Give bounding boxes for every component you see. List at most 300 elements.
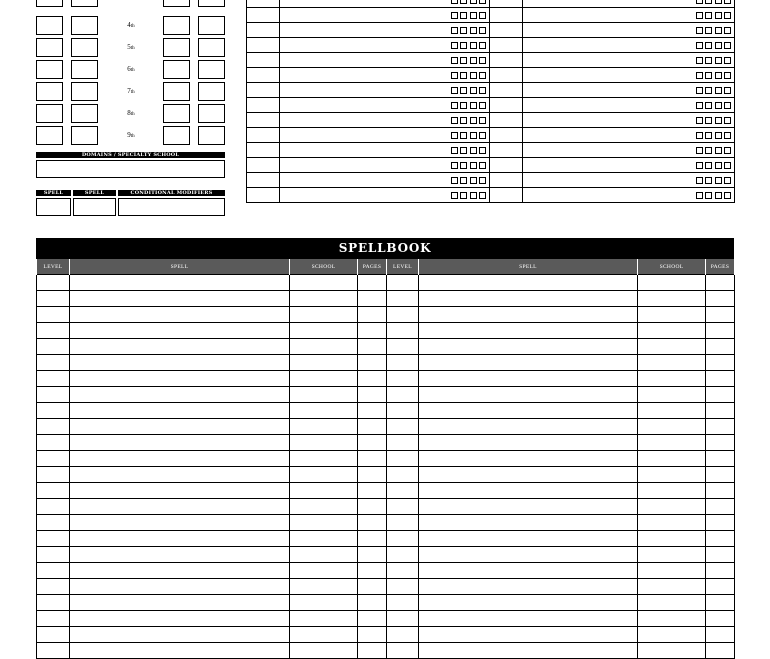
- prepared-level-cell[interactable]: [490, 188, 523, 203]
- spellbook-spell-cell[interactable]: [419, 547, 638, 563]
- prepared-checkbox[interactable]: [724, 102, 731, 109]
- prepared-checkbox[interactable]: [470, 72, 477, 79]
- prepared-checkbox[interactable]: [705, 0, 712, 4]
- spellbook-level-cell[interactable]: [387, 387, 419, 403]
- spellbook-level-cell[interactable]: [387, 323, 419, 339]
- spellbook-pages-cell[interactable]: [358, 403, 387, 419]
- prepared-checkbox[interactable]: [715, 192, 722, 199]
- prepared-checkbox[interactable]: [479, 0, 486, 4]
- prepared-checkbox[interactable]: [470, 0, 477, 4]
- spell-slot-box[interactable]: [36, 104, 63, 123]
- prepared-checkbox[interactable]: [696, 102, 703, 109]
- spellbook-school-cell[interactable]: [290, 547, 358, 563]
- spell-failure-field[interactable]: [73, 198, 116, 216]
- spellbook-pages-cell[interactable]: [706, 403, 735, 419]
- spellbook-level-cell[interactable]: [387, 371, 419, 387]
- prepared-checkbox[interactable]: [724, 192, 731, 199]
- spell-slot-box[interactable]: [163, 104, 190, 123]
- spell-slot-box[interactable]: [36, 0, 63, 7]
- spellbook-level-cell[interactable]: [37, 419, 70, 435]
- prepared-checkbox[interactable]: [724, 177, 731, 184]
- spellbook-spell-cell[interactable]: [70, 563, 290, 579]
- spellbook-school-cell[interactable]: [290, 563, 358, 579]
- spellbook-school-cell[interactable]: [290, 435, 358, 451]
- spellbook-spell-cell[interactable]: [419, 451, 638, 467]
- spell-slot-box[interactable]: [163, 60, 190, 79]
- prepared-checkbox[interactable]: [460, 192, 467, 199]
- prepared-spell-name-cell[interactable]: [280, 113, 490, 128]
- prepared-level-cell[interactable]: [490, 8, 523, 23]
- spellbook-level-cell[interactable]: [387, 355, 419, 371]
- prepared-checkbox[interactable]: [696, 57, 703, 64]
- prepared-spell-name-cell[interactable]: [280, 0, 490, 8]
- spellbook-pages-cell[interactable]: [706, 627, 735, 643]
- spellbook-school-cell[interactable]: [290, 499, 358, 515]
- spellbook-pages-cell[interactable]: [706, 307, 735, 323]
- spellbook-pages-cell[interactable]: [706, 275, 735, 291]
- spellbook-level-cell[interactable]: [37, 291, 70, 307]
- prepared-checkbox[interactable]: [705, 12, 712, 19]
- spellbook-school-cell[interactable]: [638, 275, 706, 291]
- prepared-checkbox[interactable]: [451, 147, 458, 154]
- spellbook-spell-cell[interactable]: [70, 323, 290, 339]
- prepared-checkbox[interactable]: [451, 102, 458, 109]
- spellbook-pages-cell[interactable]: [706, 291, 735, 307]
- spellbook-spell-cell[interactable]: [70, 387, 290, 403]
- prepared-checkbox[interactable]: [451, 72, 458, 79]
- prepared-level-cell[interactable]: [490, 113, 523, 128]
- prepared-spell-name-cell[interactable]: [523, 53, 735, 68]
- spellbook-spell-cell[interactable]: [419, 515, 638, 531]
- prepared-checkbox[interactable]: [470, 132, 477, 139]
- spellbook-level-cell[interactable]: [37, 323, 70, 339]
- prepared-level-cell[interactable]: [490, 98, 523, 113]
- spellbook-pages-cell[interactable]: [706, 323, 735, 339]
- prepared-checkbox[interactable]: [705, 132, 712, 139]
- prepared-checkbox[interactable]: [715, 0, 722, 4]
- spellbook-pages-cell[interactable]: [358, 291, 387, 307]
- prepared-checkbox[interactable]: [715, 162, 722, 169]
- prepared-checkbox[interactable]: [705, 102, 712, 109]
- prepared-level-cell[interactable]: [490, 173, 523, 188]
- prepared-checkbox[interactable]: [479, 57, 486, 64]
- spell-slot-box[interactable]: [71, 126, 98, 145]
- spell-slot-box[interactable]: [71, 104, 98, 123]
- spellbook-level-cell[interactable]: [387, 579, 419, 595]
- spell-slot-box[interactable]: [36, 60, 63, 79]
- spellbook-level-cell[interactable]: [37, 531, 70, 547]
- prepared-spell-name-cell[interactable]: [280, 143, 490, 158]
- spellbook-level-cell[interactable]: [387, 563, 419, 579]
- prepared-checkbox[interactable]: [696, 0, 703, 4]
- prepared-checkbox[interactable]: [705, 177, 712, 184]
- prepared-checkbox[interactable]: [479, 192, 486, 199]
- prepared-checkbox[interactable]: [696, 132, 703, 139]
- spellbook-spell-cell[interactable]: [70, 371, 290, 387]
- prepared-spell-name-cell[interactable]: [523, 173, 735, 188]
- prepared-checkbox[interactable]: [715, 102, 722, 109]
- spellbook-school-cell[interactable]: [290, 307, 358, 323]
- spellbook-level-cell[interactable]: [387, 611, 419, 627]
- spellbook-pages-cell[interactable]: [358, 275, 387, 291]
- spellbook-school-cell[interactable]: [638, 435, 706, 451]
- spellbook-level-cell[interactable]: [37, 563, 70, 579]
- prepared-spell-name-cell[interactable]: [523, 8, 735, 23]
- spellbook-level-cell[interactable]: [387, 339, 419, 355]
- spellbook-level-cell[interactable]: [37, 435, 70, 451]
- spellbook-school-cell[interactable]: [638, 403, 706, 419]
- spellbook-school-cell[interactable]: [290, 371, 358, 387]
- spellbook-school-cell[interactable]: [290, 483, 358, 499]
- prepared-checkbox[interactable]: [696, 147, 703, 154]
- spellbook-level-cell[interactable]: [37, 275, 70, 291]
- spellbook-pages-cell[interactable]: [706, 643, 735, 659]
- prepared-checkbox[interactable]: [724, 117, 731, 124]
- prepared-checkbox[interactable]: [470, 147, 477, 154]
- prepared-checkbox[interactable]: [460, 147, 467, 154]
- spellbook-spell-cell[interactable]: [70, 355, 290, 371]
- prepared-spell-name-cell[interactable]: [523, 38, 735, 53]
- spellbook-pages-cell[interactable]: [358, 323, 387, 339]
- spellbook-level-cell[interactable]: [387, 483, 419, 499]
- prepared-checkbox[interactable]: [451, 27, 458, 34]
- spellbook-school-cell[interactable]: [290, 291, 358, 307]
- spell-slot-box[interactable]: [198, 126, 225, 145]
- spellbook-pages-cell[interactable]: [706, 355, 735, 371]
- spell-slot-box[interactable]: [198, 60, 225, 79]
- spellbook-level-cell[interactable]: [37, 643, 70, 659]
- spellbook-school-cell[interactable]: [638, 291, 706, 307]
- prepared-checkbox[interactable]: [696, 27, 703, 34]
- spellbook-pages-cell[interactable]: [706, 595, 735, 611]
- prepared-spell-name-cell[interactable]: [280, 23, 490, 38]
- spellbook-pages-cell[interactable]: [706, 483, 735, 499]
- prepared-checkbox[interactable]: [451, 42, 458, 49]
- spellbook-spell-cell[interactable]: [419, 419, 638, 435]
- prepared-checkbox[interactable]: [724, 147, 731, 154]
- prepared-checkbox[interactable]: [479, 42, 486, 49]
- spell-slot-box[interactable]: [163, 126, 190, 145]
- spellbook-pages-cell[interactable]: [706, 467, 735, 483]
- prepared-level-cell[interactable]: [247, 158, 280, 173]
- spellbook-level-cell[interactable]: [37, 595, 70, 611]
- prepared-checkbox[interactable]: [715, 147, 722, 154]
- prepared-spell-name-cell[interactable]: [523, 98, 735, 113]
- spellbook-pages-cell[interactable]: [706, 435, 735, 451]
- prepared-checkbox[interactable]: [479, 162, 486, 169]
- prepared-checkbox[interactable]: [479, 72, 486, 79]
- spellbook-pages-cell[interactable]: [358, 627, 387, 643]
- prepared-spell-name-cell[interactable]: [280, 173, 490, 188]
- spell-save-field[interactable]: [36, 198, 71, 216]
- prepared-checkbox[interactable]: [460, 177, 467, 184]
- spellbook-school-cell[interactable]: [290, 403, 358, 419]
- prepared-level-cell[interactable]: [490, 143, 523, 158]
- spellbook-pages-cell[interactable]: [706, 387, 735, 403]
- spellbook-spell-cell[interactable]: [419, 531, 638, 547]
- prepared-level-cell[interactable]: [490, 0, 523, 8]
- spellbook-spell-cell[interactable]: [70, 419, 290, 435]
- spellbook-spell-cell[interactable]: [419, 611, 638, 627]
- spellbook-pages-cell[interactable]: [358, 643, 387, 659]
- prepared-checkbox[interactable]: [460, 57, 467, 64]
- spellbook-school-cell[interactable]: [638, 563, 706, 579]
- prepared-checkbox[interactable]: [715, 87, 722, 94]
- prepared-spell-name-cell[interactable]: [523, 113, 735, 128]
- spellbook-school-cell[interactable]: [290, 627, 358, 643]
- prepared-checkbox[interactable]: [470, 117, 477, 124]
- spellbook-spell-cell[interactable]: [419, 579, 638, 595]
- spellbook-school-cell[interactable]: [290, 611, 358, 627]
- spellbook-pages-cell[interactable]: [358, 483, 387, 499]
- spellbook-level-cell[interactable]: [37, 579, 70, 595]
- spellbook-level-cell[interactable]: [387, 467, 419, 483]
- spellbook-pages-cell[interactable]: [706, 499, 735, 515]
- prepared-checkbox[interactable]: [724, 12, 731, 19]
- prepared-checkbox[interactable]: [451, 117, 458, 124]
- spellbook-level-cell[interactable]: [37, 483, 70, 499]
- prepared-level-cell[interactable]: [247, 83, 280, 98]
- spell-slot-box[interactable]: [198, 38, 225, 57]
- prepared-checkbox[interactable]: [705, 87, 712, 94]
- spellbook-spell-cell[interactable]: [419, 643, 638, 659]
- spellbook-school-cell[interactable]: [638, 547, 706, 563]
- spellbook-school-cell[interactable]: [638, 611, 706, 627]
- prepared-level-cell[interactable]: [490, 158, 523, 173]
- spellbook-spell-cell[interactable]: [419, 323, 638, 339]
- prepared-level-cell[interactable]: [490, 68, 523, 83]
- prepared-checkbox[interactable]: [479, 87, 486, 94]
- spellbook-spell-cell[interactable]: [419, 403, 638, 419]
- prepared-checkbox[interactable]: [479, 27, 486, 34]
- prepared-level-cell[interactable]: [490, 53, 523, 68]
- spellbook-level-cell[interactable]: [387, 643, 419, 659]
- spellbook-spell-cell[interactable]: [70, 515, 290, 531]
- spellbook-spell-cell[interactable]: [419, 339, 638, 355]
- spellbook-spell-cell[interactable]: [419, 275, 638, 291]
- spellbook-level-cell[interactable]: [37, 627, 70, 643]
- spellbook-spell-cell[interactable]: [70, 451, 290, 467]
- prepared-checkbox[interactable]: [460, 102, 467, 109]
- prepared-checkbox[interactable]: [705, 147, 712, 154]
- prepared-checkbox[interactable]: [451, 177, 458, 184]
- prepared-level-cell[interactable]: [247, 98, 280, 113]
- spellbook-spell-cell[interactable]: [419, 291, 638, 307]
- prepared-checkbox[interactable]: [479, 12, 486, 19]
- spellbook-level-cell[interactable]: [387, 275, 419, 291]
- prepared-checkbox[interactable]: [470, 57, 477, 64]
- spellbook-level-cell[interactable]: [37, 387, 70, 403]
- spell-slot-box[interactable]: [36, 82, 63, 101]
- spellbook-pages-cell[interactable]: [358, 387, 387, 403]
- prepared-checkbox[interactable]: [696, 162, 703, 169]
- prepared-checkbox[interactable]: [479, 102, 486, 109]
- spellbook-school-cell[interactable]: [638, 339, 706, 355]
- spellbook-level-cell[interactable]: [37, 403, 70, 419]
- prepared-spell-name-cell[interactable]: [280, 68, 490, 83]
- spellbook-pages-cell[interactable]: [706, 451, 735, 467]
- spellbook-spell-cell[interactable]: [70, 307, 290, 323]
- spellbook-level-cell[interactable]: [37, 451, 70, 467]
- prepared-checkbox[interactable]: [696, 12, 703, 19]
- prepared-spell-name-cell[interactable]: [280, 53, 490, 68]
- prepared-checkbox[interactable]: [460, 12, 467, 19]
- spellbook-pages-cell[interactable]: [706, 611, 735, 627]
- spellbook-level-cell[interactable]: [387, 627, 419, 643]
- spellbook-pages-cell[interactable]: [358, 467, 387, 483]
- prepared-checkbox[interactable]: [460, 117, 467, 124]
- spellbook-school-cell[interactable]: [638, 483, 706, 499]
- prepared-spell-name-cell[interactable]: [523, 23, 735, 38]
- spell-slot-box[interactable]: [163, 38, 190, 57]
- prepared-checkbox[interactable]: [470, 12, 477, 19]
- spellbook-school-cell[interactable]: [290, 451, 358, 467]
- prepared-level-cell[interactable]: [247, 173, 280, 188]
- prepared-checkbox[interactable]: [705, 72, 712, 79]
- prepared-spell-name-cell[interactable]: [280, 8, 490, 23]
- prepared-checkbox[interactable]: [715, 12, 722, 19]
- spellbook-spell-cell[interactable]: [70, 275, 290, 291]
- spellbook-pages-cell[interactable]: [706, 371, 735, 387]
- spellbook-school-cell[interactable]: [638, 371, 706, 387]
- prepared-spell-name-cell[interactable]: [523, 128, 735, 143]
- prepared-checkbox[interactable]: [724, 42, 731, 49]
- spellbook-pages-cell[interactable]: [706, 563, 735, 579]
- spellbook-pages-cell[interactable]: [706, 339, 735, 355]
- spellbook-pages-cell[interactable]: [706, 547, 735, 563]
- prepared-checkbox[interactable]: [724, 72, 731, 79]
- prepared-checkbox[interactable]: [451, 162, 458, 169]
- prepared-spell-name-cell[interactable]: [523, 83, 735, 98]
- spellbook-school-cell[interactable]: [290, 595, 358, 611]
- spellbook-pages-cell[interactable]: [358, 499, 387, 515]
- prepared-spell-name-cell[interactable]: [280, 83, 490, 98]
- conditional-modifiers-field[interactable]: [118, 198, 225, 216]
- spellbook-spell-cell[interactable]: [419, 563, 638, 579]
- prepared-checkbox[interactable]: [479, 177, 486, 184]
- prepared-checkbox[interactable]: [460, 162, 467, 169]
- spellbook-level-cell[interactable]: [387, 403, 419, 419]
- spellbook-level-cell[interactable]: [37, 499, 70, 515]
- prepared-spell-name-cell[interactable]: [523, 188, 735, 203]
- prepared-spell-name-cell[interactable]: [523, 143, 735, 158]
- spellbook-school-cell[interactable]: [638, 531, 706, 547]
- prepared-checkbox[interactable]: [460, 0, 467, 4]
- spellbook-spell-cell[interactable]: [419, 307, 638, 323]
- spellbook-level-cell[interactable]: [387, 531, 419, 547]
- spell-slot-box[interactable]: [163, 82, 190, 101]
- prepared-spell-name-cell[interactable]: [523, 0, 735, 8]
- spellbook-school-cell[interactable]: [638, 499, 706, 515]
- prepared-checkbox[interactable]: [460, 42, 467, 49]
- spell-slot-box[interactable]: [163, 16, 190, 35]
- spellbook-level-cell[interactable]: [37, 355, 70, 371]
- spellbook-school-cell[interactable]: [290, 515, 358, 531]
- spellbook-spell-cell[interactable]: [70, 435, 290, 451]
- spellbook-school-cell[interactable]: [638, 579, 706, 595]
- prepared-spell-name-cell[interactable]: [280, 98, 490, 113]
- spell-slot-box[interactable]: [198, 104, 225, 123]
- spell-slot-box[interactable]: [71, 0, 98, 7]
- spellbook-level-cell[interactable]: [387, 499, 419, 515]
- prepared-checkbox[interactable]: [696, 192, 703, 199]
- spell-slot-box[interactable]: [36, 16, 63, 35]
- prepared-checkbox[interactable]: [715, 72, 722, 79]
- spellbook-pages-cell[interactable]: [358, 435, 387, 451]
- spellbook-spell-cell[interactable]: [70, 579, 290, 595]
- spell-slot-box[interactable]: [71, 16, 98, 35]
- spellbook-level-cell[interactable]: [37, 611, 70, 627]
- spellbook-school-cell[interactable]: [290, 419, 358, 435]
- prepared-spell-name-cell[interactable]: [523, 68, 735, 83]
- prepared-spell-name-cell[interactable]: [280, 188, 490, 203]
- spellbook-level-cell[interactable]: [37, 339, 70, 355]
- spellbook-school-cell[interactable]: [638, 387, 706, 403]
- prepared-checkbox[interactable]: [460, 87, 467, 94]
- spellbook-pages-cell[interactable]: [706, 515, 735, 531]
- prepared-checkbox[interactable]: [451, 192, 458, 199]
- spellbook-pages-cell[interactable]: [358, 371, 387, 387]
- spellbook-spell-cell[interactable]: [70, 339, 290, 355]
- spellbook-school-cell[interactable]: [290, 579, 358, 595]
- spellbook-pages-cell[interactable]: [358, 307, 387, 323]
- spellbook-spell-cell[interactable]: [419, 627, 638, 643]
- spellbook-school-cell[interactable]: [290, 643, 358, 659]
- prepared-level-cell[interactable]: [247, 53, 280, 68]
- prepared-checkbox[interactable]: [715, 42, 722, 49]
- spellbook-level-cell[interactable]: [387, 291, 419, 307]
- spellbook-spell-cell[interactable]: [70, 627, 290, 643]
- spellbook-pages-cell[interactable]: [706, 419, 735, 435]
- spellbook-spell-cell[interactable]: [70, 291, 290, 307]
- prepared-level-cell[interactable]: [247, 38, 280, 53]
- spellbook-level-cell[interactable]: [387, 595, 419, 611]
- spellbook-level-cell[interactable]: [37, 371, 70, 387]
- spell-slot-box[interactable]: [71, 38, 98, 57]
- spellbook-spell-cell[interactable]: [419, 435, 638, 451]
- prepared-spell-name-cell[interactable]: [280, 128, 490, 143]
- prepared-checkbox[interactable]: [451, 87, 458, 94]
- prepared-level-cell[interactable]: [247, 68, 280, 83]
- prepared-checkbox[interactable]: [705, 192, 712, 199]
- spell-slot-box[interactable]: [198, 0, 225, 7]
- spellbook-spell-cell[interactable]: [70, 467, 290, 483]
- prepared-level-cell[interactable]: [490, 128, 523, 143]
- spellbook-spell-cell[interactable]: [70, 595, 290, 611]
- prepared-level-cell[interactable]: [247, 188, 280, 203]
- spell-slot-box[interactable]: [198, 82, 225, 101]
- spellbook-spell-cell[interactable]: [419, 595, 638, 611]
- prepared-level-cell[interactable]: [490, 83, 523, 98]
- prepared-level-cell[interactable]: [247, 0, 280, 8]
- spellbook-spell-cell[interactable]: [419, 371, 638, 387]
- prepared-checkbox[interactable]: [705, 42, 712, 49]
- spellbook-pages-cell[interactable]: [706, 579, 735, 595]
- spellbook-school-cell[interactable]: [290, 531, 358, 547]
- prepared-checkbox[interactable]: [715, 132, 722, 139]
- prepared-checkbox[interactable]: [451, 57, 458, 64]
- spellbook-spell-cell[interactable]: [70, 531, 290, 547]
- prepared-checkbox[interactable]: [470, 102, 477, 109]
- spellbook-pages-cell[interactable]: [358, 531, 387, 547]
- prepared-spell-name-cell[interactable]: [280, 158, 490, 173]
- spellbook-pages-cell[interactable]: [706, 531, 735, 547]
- spellbook-pages-cell[interactable]: [358, 611, 387, 627]
- prepared-checkbox[interactable]: [470, 192, 477, 199]
- spellbook-school-cell[interactable]: [290, 275, 358, 291]
- spellbook-level-cell[interactable]: [37, 547, 70, 563]
- spellbook-level-cell[interactable]: [37, 307, 70, 323]
